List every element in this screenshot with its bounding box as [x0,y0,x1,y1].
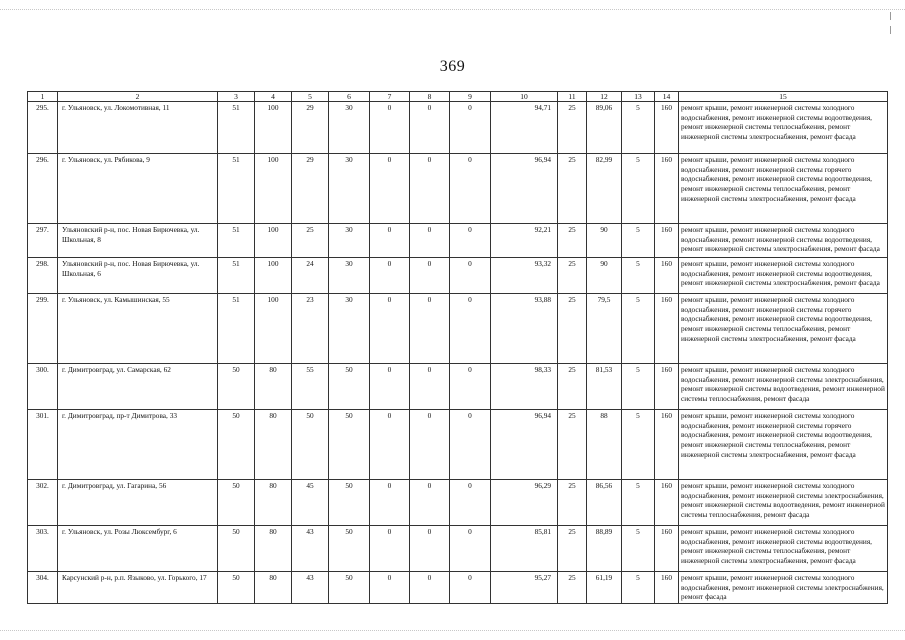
value-cell: 0 [450,526,491,572]
value-cell: 86,56 [587,480,622,526]
column-header: 1 [28,92,58,102]
value-cell: 0 [450,572,491,604]
value-cell: 0 [410,572,450,604]
table-row [28,258,888,294]
value-cell: 0 [370,294,410,364]
value-cell: 51 [218,154,255,224]
address-cell: г. Ульяновск, ул. Розы Люксембург, 6 [58,526,218,572]
value-cell: 90 [587,224,622,258]
value-cell: 100 [255,258,292,294]
value-cell: 30 [329,102,370,154]
value-cell: 80 [255,526,292,572]
value-cell: 50 [329,526,370,572]
value-cell: 25 [558,526,587,572]
value-cell: 80 [255,364,292,410]
value-cell: 100 [255,154,292,224]
works-cell: ремонт крыши, ремонт инженерной системы холодного водоснабжения, ремонт инженерной системы горячего водоснабжения, ремонт инженерной системы водоотведения, ремонт инженерной системы теплоснабжения, ремонт инженерной системы электроснабжения, ремонт фасада [679,410,888,480]
value-cell: 0 [450,294,491,364]
scan-edge-mark [890,12,891,20]
value-cell: 0 [370,526,410,572]
value-cell: 160 [655,224,679,258]
value-cell: 0 [370,410,410,480]
value-cell: 85,81 [491,526,558,572]
value-cell: 50 [218,572,255,604]
value-cell: 0 [410,154,450,224]
value-cell: 0 [370,224,410,258]
value-cell: 0 [450,102,491,154]
table-row [28,224,888,258]
works-cell: ремонт крыши, ремонт инженерной системы холодного водоснабжения, ремонт инженерной системы водоотведения, ремонт инженерной системы теплоснабжения, ремонт инженерной системы электроснабжения, ремонт фасада [679,102,888,154]
value-cell: 5 [622,102,655,154]
value-cell: 55 [292,364,329,410]
column-header: 9 [450,92,491,102]
works-cell: ремонт крыши, ремонт инженерной системы холодного водоснабжения, ремонт инженерной системы электроснабжения, ремонт фасада [679,572,888,604]
value-cell: 43 [292,526,329,572]
table-row [28,572,888,604]
column-header: 6 [329,92,370,102]
value-cell: 0 [410,224,450,258]
row-number-cell: 295. [28,102,58,154]
value-cell: 51 [218,294,255,364]
value-cell: 5 [622,526,655,572]
value-cell: 0 [450,224,491,258]
value-cell: 160 [655,258,679,294]
column-header: 15 [679,92,888,102]
address-cell: г. Димитровград, ул. Гагарина, 56 [58,480,218,526]
works-cell: ремонт крыши, ремонт инженерной системы холодного водоснабжения, ремонт инженерной системы водоотведения, ремонт инженерной системы электроснабжения, ремонт фасада [679,224,888,258]
value-cell: 80 [255,410,292,480]
table-row [28,102,888,154]
value-cell: 0 [450,364,491,410]
value-cell: 5 [622,258,655,294]
value-cell: 61,19 [587,572,622,604]
value-cell: 51 [218,258,255,294]
table-row [28,526,888,572]
value-cell: 160 [655,364,679,410]
value-cell: 88,89 [587,526,622,572]
column-header: 4 [255,92,292,102]
value-cell: 95,27 [491,572,558,604]
value-cell: 100 [255,102,292,154]
works-cell: ремонт крыши, ремонт инженерной системы холодного водоснабжения, ремонт инженерной системы водоотведения, ремонт инженерной системы теплоснабжения, ремонт инженерной системы электроснабжения, ремонт фасада [679,526,888,572]
row-number-cell: 299. [28,294,58,364]
column-header: 3 [218,92,255,102]
value-cell: 24 [292,258,329,294]
value-cell: 160 [655,480,679,526]
value-cell: 80 [255,480,292,526]
value-cell: 100 [255,224,292,258]
value-cell: 25 [558,102,587,154]
value-cell: 92,21 [491,224,558,258]
row-number-cell: 303. [28,526,58,572]
value-cell: 5 [622,154,655,224]
value-cell: 30 [329,154,370,224]
page-number: 369 [439,58,466,75]
top-scan-border [0,9,905,11]
column-header: 13 [622,92,655,102]
data-table [27,91,888,604]
column-header: 5 [292,92,329,102]
value-cell: 0 [410,526,450,572]
works-cell: ремонт крыши, ремонт инженерной системы холодного водоснабжения, ремонт инженерной системы электроснабжения, ремонт инженерной системы водоотведения, ремонт инженерной системы теплоснабжения, ремонт фасада [679,364,888,410]
value-cell: 0 [410,102,450,154]
table-row [28,154,888,224]
column-header: 8 [410,92,450,102]
value-cell: 30 [329,294,370,364]
row-number-cell: 296. [28,154,58,224]
value-cell: 0 [410,258,450,294]
value-cell: 0 [370,480,410,526]
value-cell: 96,94 [491,154,558,224]
row-number-cell: 300. [28,364,58,410]
value-cell: 25 [558,364,587,410]
scan-edge-mark [890,26,891,34]
value-cell: 30 [329,224,370,258]
value-cell: 0 [410,364,450,410]
value-cell: 0 [450,154,491,224]
value-cell: 160 [655,572,679,604]
row-number-cell: 301. [28,410,58,480]
value-cell: 25 [558,258,587,294]
address-cell: г. Димитровград, ул. Самарская, 62 [58,364,218,410]
column-header: 2 [58,92,218,102]
value-cell: 160 [655,154,679,224]
value-cell: 90 [587,258,622,294]
value-cell: 0 [410,410,450,480]
row-number-cell: 297. [28,224,58,258]
value-cell: 43 [292,572,329,604]
value-cell: 25 [558,480,587,526]
table-row [28,480,888,526]
value-cell: 50 [329,410,370,480]
address-cell: г. Димитровград, пр-т Димитрова, 33 [58,410,218,480]
value-cell: 93,88 [491,294,558,364]
column-header: 7 [370,92,410,102]
row-number-cell: 302. [28,480,58,526]
value-cell: 89,06 [587,102,622,154]
value-cell: 25 [558,410,587,480]
value-cell: 25 [558,294,587,364]
value-cell: 0 [450,480,491,526]
value-cell: 30 [329,258,370,294]
value-cell: 0 [410,294,450,364]
works-cell: ремонт крыши, ремонт инженерной системы холодного водоснабжения, ремонт инженерной системы водоотведения, ремонт инженерной системы электроснабжения, ремонт фасада [679,258,888,294]
value-cell: 160 [655,294,679,364]
value-cell: 51 [218,102,255,154]
value-cell: 81,53 [587,364,622,410]
value-cell: 50 [218,480,255,526]
value-cell: 50 [329,480,370,526]
value-cell: 25 [558,224,587,258]
works-cell: ремонт крыши, ремонт инженерной системы холодного водоснабжения, ремонт инженерной системы электроснабжения, ремонт инженерной системы водоотведения, ремонт инженерной системы теплоснабжения, ремонт фасада [679,480,888,526]
value-cell: 160 [655,410,679,480]
value-cell: 0 [370,154,410,224]
value-cell: 50 [218,364,255,410]
row-number-cell: 298. [28,258,58,294]
table-row [28,294,888,364]
value-cell: 5 [622,364,655,410]
table-row [28,410,888,480]
value-cell: 0 [370,364,410,410]
address-cell: г. Ульяновск, ул. Камышинская, 55 [58,294,218,364]
value-cell: 82,99 [587,154,622,224]
value-cell: 160 [655,526,679,572]
value-cell: 45 [292,480,329,526]
value-cell: 50 [329,572,370,604]
value-cell: 50 [218,410,255,480]
value-cell: 0 [370,102,410,154]
value-cell: 96,94 [491,410,558,480]
table-body [28,102,888,604]
bottom-scan-border [0,630,905,632]
value-cell: 93,32 [491,258,558,294]
value-cell: 79,5 [587,294,622,364]
value-cell: 50 [329,364,370,410]
column-header: 12 [587,92,622,102]
value-cell: 100 [255,294,292,364]
column-header: 10 [491,92,558,102]
column-header: 11 [558,92,587,102]
works-cell: ремонт крыши, ремонт инженерной системы холодного водоснабжения, ремонт инженерной системы горячего водоснабжения, ремонт инженерной системы водоотведения, ремонт инженерной системы теплоснабжения, ремонт инженерной системы электроснабжения, ремонт фасада [679,294,888,364]
value-cell: 94,71 [491,102,558,154]
value-cell: 96,29 [491,480,558,526]
value-cell: 0 [410,480,450,526]
value-cell: 25 [558,154,587,224]
address-cell: Ульяновский р-н, пос. Новая Бирючевка, ул. Школьная, 8 [58,224,218,258]
value-cell: 50 [218,526,255,572]
value-cell: 29 [292,102,329,154]
address-cell: г. Ульяновск, ул. Локомотивная, 11 [58,102,218,154]
value-cell: 98,33 [491,364,558,410]
value-cell: 50 [292,410,329,480]
address-cell: Карсунский р-н, р.п. Языково, ул. Горького, 17 [58,572,218,604]
column-header: 14 [655,92,679,102]
value-cell: 5 [622,410,655,480]
table-row [28,364,888,410]
value-cell: 25 [558,572,587,604]
value-cell: 25 [292,224,329,258]
value-cell: 0 [370,572,410,604]
value-cell: 0 [450,258,491,294]
address-cell: Ульяновский р-н, пос. Новая Бирючевка, ул. Школьная, 6 [58,258,218,294]
value-cell: 5 [622,294,655,364]
value-cell: 0 [450,410,491,480]
row-number-cell: 304. [28,572,58,604]
value-cell: 29 [292,154,329,224]
value-cell: 160 [655,102,679,154]
address-cell: г. Ульяновск, ул. Рябикова, 9 [58,154,218,224]
value-cell: 80 [255,572,292,604]
value-cell: 0 [370,258,410,294]
value-cell: 5 [622,572,655,604]
value-cell: 5 [622,480,655,526]
header-row [28,92,888,102]
value-cell: 23 [292,294,329,364]
value-cell: 88 [587,410,622,480]
works-cell: ремонт крыши, ремонт инженерной системы холодного водоснабжения, ремонт инженерной системы горячего водоснабжения, ремонт инженерной системы водоотведения, ремонт инженерной системы теплоснабжения, ремонт инженерной системы электроснабжения, ремонт фасада [679,154,888,224]
value-cell: 5 [622,224,655,258]
value-cell: 51 [218,224,255,258]
